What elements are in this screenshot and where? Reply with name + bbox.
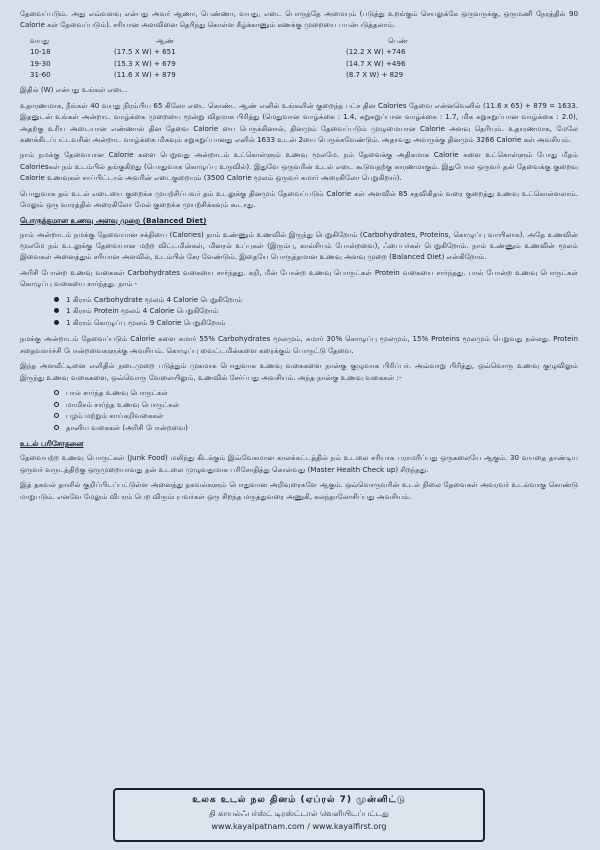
male-formula-cell: (15.3 X W) + 679 xyxy=(114,58,176,68)
footer-publisher: தி காயல்ஃபர்ஸ்ட் டிரஸ்ட்டால் வெளியிடப்பட்டது xyxy=(209,809,389,818)
female-formula-cell: (14.7 X W) +496 xyxy=(346,58,406,68)
calorie-intake-paragraph: நாம் நமக்கு தேவையான Calorie களை பெறுவது அன்றாடம் உட்கொள்ளும் உணவு மூலமே. நம் தேவைக்கு அதிகமாக Calorie களை உட்கொள்ளும் போது மீதம் Caloriesகள் நம் உடம்பில் தங்குகிறது (பொதுவாக கொழுப்பு உருவில்). இதுவே ஒருவரின் உடல் எடை கூடுவதற்கு காரணமாகும். இதுபோல ஒருவர் தன் தேவைக்கு குறைவு Calorie உணவுகள் சாப்பிட்டால் அவரின் எடைகுறையும் (3500 Calorie மூலம் ஒருவர் சுமார் அரைகிலோ பெறுகிறார்). xyxy=(20,150,578,183)
bullet-dot-icon xyxy=(54,308,59,313)
bullet-dot-icon xyxy=(54,320,59,325)
weight-note: இதில் (W) என்பது உங்கள் எடை. xyxy=(20,85,128,95)
list-item xyxy=(54,399,578,411)
list-item-text: மாமிசம் சார்ந்த உணவு பொருட்கள் xyxy=(66,399,180,409)
footer-websites: www.kayalpatnam.com / www.kayalfirst.org xyxy=(211,822,387,831)
list-item xyxy=(54,387,578,399)
calorie-facts-list xyxy=(20,294,578,329)
male-formula-cell: (11.6 X W) + 879 xyxy=(114,70,176,80)
age-cell: 19-30 xyxy=(30,58,51,68)
male-formula-cell: (17.5 X W) + 651 xyxy=(114,47,176,57)
header-male: ஆண் xyxy=(156,35,174,45)
table-row xyxy=(20,69,548,80)
list-item xyxy=(54,294,578,306)
footer-box xyxy=(113,788,485,842)
female-formula-cell: (8.7 X W) + 829 xyxy=(346,70,404,80)
bullet-circle-icon xyxy=(54,425,59,430)
junk-food-paragraph: தேவையற்ற உணவு பொருட்கள் (Junk Food) மலிந்து கிடக்கும் இவ்வேகமான காலக்கட்டத்தில் நம் உடலை சரியாக பராமரிப்பது ஒருகலையே ஆகும். 30 வயதை தாண்டிய ஒருவர் வருடத்திற்கு ஒருமுறையாவது தன் உடலை முழுவதுமாக பரிசோதித்து கொள்வது (Master Health Check up) சிறந்தது. xyxy=(20,453,578,474)
header-age: வயது xyxy=(30,35,50,45)
female-formula-cell: (12.2 X W) +746 xyxy=(346,47,406,57)
food-groups-list xyxy=(20,387,578,433)
list-item-text: 1 கிராம் Carbohydrate மூலம் 4 Calorie பெறுகிறோம் xyxy=(66,294,243,304)
table-row xyxy=(20,46,548,57)
list-item xyxy=(54,410,578,422)
list-item-text: 1 கிராம் Protein மூலம் 4 Calorie பெறுகிறோம் xyxy=(66,306,219,316)
calorie-formula-table xyxy=(20,35,548,81)
list-item-text: தானிய வகைகள் (அரிசி போன்றவை) xyxy=(66,422,188,432)
age-cell: 10-18 xyxy=(30,47,51,57)
list-item xyxy=(54,422,578,434)
bullet-circle-icon xyxy=(54,402,59,407)
intro-paragraph: தேவைப்படும். அது எவ்வளவு என்பது அவர் ஆணா, பெண்ணா, வயது, எடை பொருத்தே அமையும் (படுத்து உறங்கும் செயலுக்கே ஒருவருக்கு, ஒருமணி நேரத்தில் 90 Calorie கள் தேவைப்படும்). சரியான அளவினை தெரிந்து கொள்ள கீழ்க்காணும் கணக்கு முறையை பயன்படுத்தலாம். xyxy=(20,9,578,30)
bullet-dot-icon xyxy=(54,297,59,302)
weight-loss-paragraph: பொதுவாக தம் உடல் எடையை குறைக்க முயற்சிப்பவர் தம் உடலுக்கு தினமும் தேவைப்படும் Calorie கள் அளவில் 85 சதவிகிதம் வரை குறைத்து உணவு உட்கொள்ளலாம். மேலும் ஒரு வாரத்தில் அரைகிலோ மேல் குறைக்க முயற்சிக்கவும் கூடாது. xyxy=(20,188,578,210)
table-row xyxy=(20,58,548,69)
list-item xyxy=(54,317,578,329)
table-header-row xyxy=(20,35,548,46)
health-checkup-heading: உடல் பரிசோதனை xyxy=(20,439,84,449)
bullet-circle-icon xyxy=(54,413,59,418)
balanced-diet-paragraph: நாம் அன்றாடம் நமக்கு தேவையான சக்தியை (Calories) நாம் உண்ணும் உணவில் இருந்து பெறுகிறோம் (Carbohydrates, Proteins, கொழுப்பு வாயிலாக). அதே உணவின் மூலமே நம் உடலுக்கு தேவையான மற்ற விட்டமின்கள், மினரல் உப்புகள் (இரும்பு, கால்சியம் போன்றவை), ஃபைபர்கள் பெறுகிறோம். நாம் உண்ணும் உணவின் மூலம் இவைகள் அனைத்தும் சரியான அளவில், உடம்பில் சேர வேண்டும். இதையே பொருத்தமான உணவு அளவு முறை (Balanced Diet) என்கிறோம். xyxy=(20,229,578,262)
balanced-diet-heading: பொருத்தமான உணவு அளவு முறை (Balanced Diet) xyxy=(20,215,207,225)
footer-event-title: உலக உடல் நல தினம் (ஏப்ரல் 7) முன்னிட்டு xyxy=(192,795,406,805)
disclaimer-paragraph: இத் தகவல் தாளில் குறிப்பிடப்பட்டுள்ள அனைத்து தகவல்களும் பொதுவான அறிவுரைகளே ஆகும். ஒவ்வொருவரின் உடல் நிலை தேவைகள் அவரவர் உடல்வாகு கொண்டு மாறுபடும். எனவே மேலும் விபரம் பெற விரும்புபவர்கள் ஒரு சிறந்த மருத்துவரை அணுகி, கலந்தாலோசிப்பது அவசியம். xyxy=(20,480,578,501)
list-item xyxy=(54,305,578,317)
list-item-text: 1 கிராம் கொழுப்பு மூலம் 9 Calorie பெறுகிறோம் xyxy=(66,317,226,327)
example-paragraph: உதாரணமாக, நீங்கள் 40 வயது நிரம்பிய 65 கிலோ எடை கொண்ட ஆண் எனில் உங்களின் குறைந்த பட்ச தின Calories தேவை என்னவெனில் (11.6 x 65) + 879 = 1633. இதனுடன் உங்கள் அன்றாட வாழ்க்கை முறையை மூன்று விதமாக பிரித்து (மெதுவான வாழ்க்கை : 1.4, சுறுசுறுப்பான வாழ்க்கை : 1.7, மிக சுறுசுறுப்பான வாழ்க்கை : 2.0), அதற்கு உரிய அடையான எண்ணால் தின தேவை Calorie யை பெருக்கினால், தினமும் தேவைப்படும் முழுமையான Calorie அளவு தெரியும். உதாரணமாக, மேலே கணக்கிடப்பட்டவரின் அன்றாட வாழ்க்கை மிகவும் சுறுசுறுப்பானது எனில் 1633 உடன் 2யை பெருக்கவேண்டும். அதாவது அவருக்கு தினமும் 3266 Calorie கள் அவசியம். xyxy=(20,100,578,145)
header-female: பெண் xyxy=(388,35,408,45)
list-item-text: பால் சார்ந்த உணவு பொருட்கள் xyxy=(66,387,169,397)
list-item-text: பழம் மற்றும் காய்கறிவகைகள் xyxy=(66,411,164,421)
age-cell: 31-60 xyxy=(30,70,51,80)
bullet-circle-icon xyxy=(54,390,59,395)
food-types-paragraph: அரிசி போன்ற உணவு வகைகள் Carbohydrates வகையை சார்ந்தது. கறி, மீன் போன்ற உணவு பொருட்கள் Protein வகையை சார்ந்தது. பால் போன்ற உணவு பொருட்கள் கொழுப்பு வகையை சார்ந்தது. நாம் - xyxy=(20,267,578,289)
macronutrient-ratio-paragraph: நமக்கு அன்றாடம் தேவைப்படும் Calorie களை சுமார் 55% Carbohydrates மூலமும், சுமார் 30% கொழுப்பு மூலமும், 15% Proteins மூலமும் பெறுவது நல்லது. Protein சதைவளர்ச்சி போன்றவைகளுக்கு அவசியம். கொழுப்பு வைட்டமின்களை கரைக்கும் பொருட்டு தேவை. xyxy=(20,334,578,355)
food-groups-intro-paragraph: இந்த அளவீட்டினை எளிதில் நடைமுறை படுத்தும் முகமாக பொதுவாக உணவு வகைகளை நான்கு குழுவாக பிரிப்பர். அவ்வாறு பிரித்து, ஒவ்வொரு உணவு குழுவிலும் இருந்து உணவு வகைகளை, ஒவ்வொரு வேலையிலும், உணவில் சேர்ப்பது அவசியம். அந்த நான்கு உணவு வகைகள் :- xyxy=(20,361,578,382)
